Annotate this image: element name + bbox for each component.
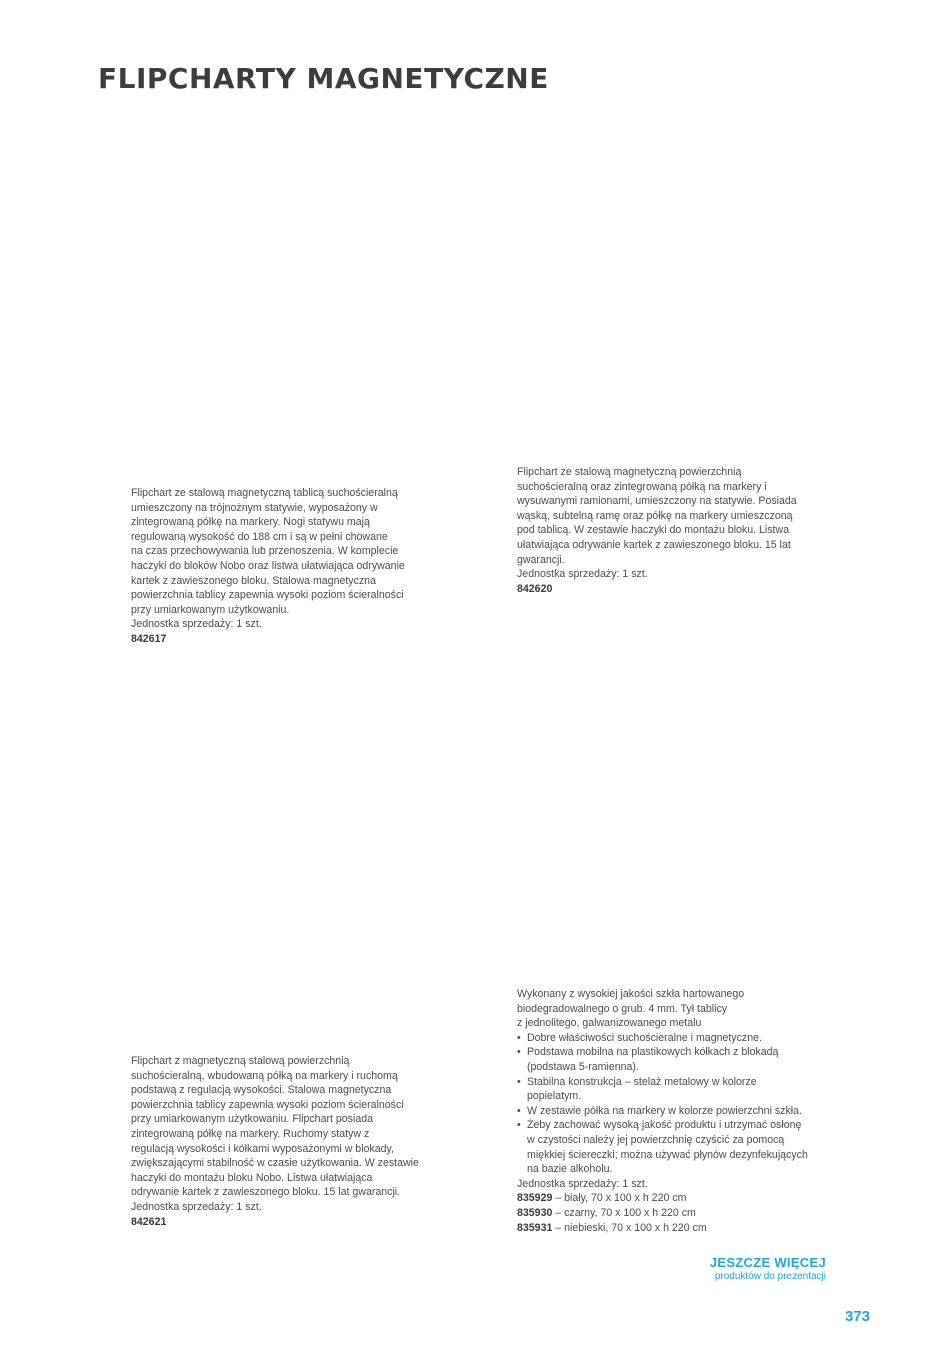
sales-unit: Jednostka sprzedaży: 1 szt. [131,1200,262,1213]
product-842617-description [131,486,441,647]
intro-line: biodegradowalnego o grub. 4 mm. Tył tablicy [517,1002,728,1015]
feature-text-continued: na bazie alkoholu. [527,1163,613,1176]
feature-bullet [517,1118,827,1133]
variant-desc: – biały, 70 x 100 x h 220 cm [552,1192,687,1205]
product-842620-description [517,465,827,596]
feature-bullet [517,1045,827,1060]
product-code: 842621 [131,1215,167,1228]
description-line: powierzchnia tablicy zapewnia wysoki poziom ścieralności [131,1098,404,1111]
more-banner-title: JESZCZE WIĘCEJ [709,1255,826,1270]
description-line: pod tablicą. W zestawie haczyki do montażu bloku. Listwa [517,524,790,537]
description-line: wysuwanymi ramionami, umieszczony na statywie. Posiada [517,495,797,508]
product-intro [517,987,827,1031]
description-line: na czas przechowywania lub przenoszenia. W komplecie [131,545,399,558]
product-code: 835929 [517,1192,553,1205]
sales-unit: Jednostka sprzedaży: 1 szt. [131,618,262,631]
variant-black [517,1206,827,1221]
sales-unit: Jednostka sprzedaży: 1 szt. [517,568,648,581]
description-line: przy umiarkowanym użytkowaniu. [131,603,290,616]
description-line: regulacją wysokości i kółkami wyposażonymi w blokady, [131,1142,394,1155]
product-description [131,1054,441,1200]
feature-bullet [517,1104,827,1119]
description-line: zwiększającymi stabilność w czasie użytkowania. W zestawie [131,1157,419,1170]
description-line: umieszczony na trójnożnym statywie, wyposażony w [131,501,378,514]
product-code: 842617 [131,632,167,645]
feature-text: Żeby zachować wysoką jakość produktu i utrzymać osłonę [527,1119,802,1132]
description-line: gwarancji. [517,553,565,566]
description-line: powierzchnia tablicy zapewnia wysoki poziom ścieralności [131,589,404,602]
bullet-mark: • [517,1046,521,1059]
variant-white [517,1191,827,1206]
description-line: przy umiarkowanym użytkowaniu. Flipchart posiada [131,1113,373,1126]
description-line: Flipchart ze stalową magnetyczną tablicą suchościeralną [131,487,398,499]
feature-text-continued: popielatym. [527,1090,582,1103]
product-description [517,465,827,567]
bullet-mark: • [517,1104,521,1117]
description-line: zintegrowaną półkę na markery. Ruchomy statyw z [131,1127,370,1140]
feature-bullet [517,1031,827,1046]
variant-desc: – niebieski, 70 x 100 x h 220 cm [552,1221,707,1234]
sales-unit: Jednostka sprzedaży: 1 szt. [517,1177,648,1190]
intro-line: z jednolitego, galwanizowanego metalu [517,1017,702,1030]
description-line: haczyki do bloków Nobo oraz listwa ułatwiająca odrywanie [131,559,405,572]
variant-desc: – czarny, 70 x 100 x h 220 cm [552,1206,696,1219]
product-glass-flipchart-description [517,987,827,1235]
feature-text: W zestawie półka na markery w kolorze powierzchni szkła. [527,1104,802,1117]
feature-text-continued: (podstawa 5-ramienna). [527,1060,639,1073]
intro-line: Wykonany z wysokiej jakości szkła hartowanego [517,988,745,1000]
description-line: odrywanie kartek z zawieszonego bloku. 15 lat gwarancji. [131,1186,401,1199]
feature-list [517,1031,827,1177]
description-line: podstawą z regulacją wysokości. Stalowa magnetyczna [131,1084,392,1097]
description-line: Flipchart ze stalową magnetyczną powierzchnią [517,466,742,478]
feature-text: Stabilna konstrukcja – stelaż metalowy w kolorze [527,1075,757,1088]
feature-text: Dobre właściwości suchościeralne i magnetyczne. [527,1031,762,1044]
feature-bullet [517,1075,827,1090]
description-line: ułatwiająca odrywanie kartek z zawieszonego bloku. 15 lat [517,538,791,551]
description-line: kartek z zawieszonego bloku. Stalowa magnetyczna [131,574,376,587]
feature-text-continued: miękkiej ściereczki; można używać płynów dezynfekujących [527,1148,808,1161]
more-products-banner [710,1255,826,1282]
description-line: wąską, subtelną ramę oraz półkę na markery umieszczoną [517,509,793,522]
feature-text: Podstawa mobilna na plastikowych kółkach z blokadą [527,1046,779,1059]
feature-text-continued: w czystości należy jej powierzchnię czyścić za pomocą [527,1133,785,1146]
description-line: suchościeralną, wbudowaną półką na markery i ruchomą [131,1069,398,1082]
page-title: FLIPCHARTY MAGNETYCZNE [98,62,549,95]
more-banner-subtitle: produktów do prezentacji [714,1271,826,1282]
variant-blue [517,1221,827,1236]
description-line: zintegrowaną półkę na markery. Nogi statywu mają [131,516,370,529]
product-842621-description [131,1054,441,1229]
description-line: Flipchart z magnetyczną stalową powierzchnią [131,1055,350,1067]
product-code: 835930 [517,1206,553,1219]
description-line: regulowaną wysokość do 188 cm i są w pełni chowane [131,530,388,543]
description-line: haczyki do montażu bloku Nobo. Listwa ułatwiająca [131,1171,373,1184]
product-code: 842620 [517,582,553,595]
bullet-mark: • [517,1119,521,1132]
product-description [131,486,441,617]
description-line: suchościeralną oraz zintegrowaną półką na markery i [517,480,767,493]
bullet-mark: • [517,1031,521,1044]
bullet-mark: • [517,1075,521,1088]
product-code: 835931 [517,1221,553,1234]
page-number: 373 [844,1308,870,1325]
